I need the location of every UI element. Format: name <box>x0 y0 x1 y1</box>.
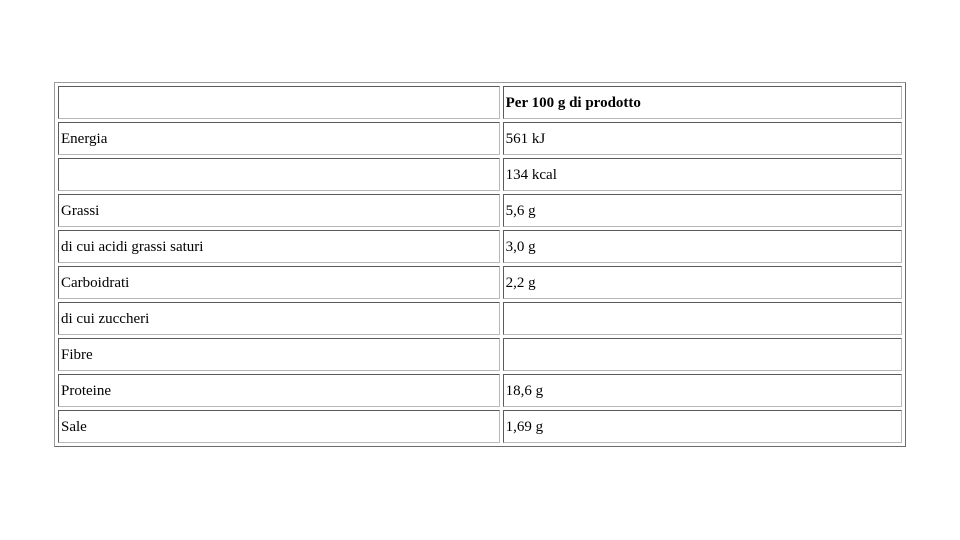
row-label: di cui acidi grassi saturi <box>58 230 500 263</box>
nutrition-table <box>54 82 906 447</box>
row-label: Carboidrati <box>58 266 500 299</box>
row-label: Fibre <box>58 338 500 371</box>
row-value: 3,0 g <box>503 230 902 263</box>
row-value: 134 kcal <box>503 158 902 191</box>
row-label: Grassi <box>58 194 500 227</box>
table-row-carboidrati <box>58 266 902 299</box>
table-row-proteine <box>58 374 902 407</box>
header-value-cell: Per 100 g di prodotto <box>503 86 902 119</box>
row-label: Proteine <box>58 374 500 407</box>
row-label: di cui zuccheri <box>58 302 500 335</box>
table-row-zuccheri <box>58 302 902 335</box>
row-label: Sale <box>58 410 500 443</box>
row-value: 561 kJ <box>503 122 902 155</box>
row-value: 2,2 g <box>503 266 902 299</box>
table-row-energia-kj <box>58 122 902 155</box>
table-header-row <box>58 86 902 119</box>
table-row-grassi <box>58 194 902 227</box>
header-label-cell <box>58 86 500 119</box>
row-label <box>58 158 500 191</box>
table-row-acidi-grassi-saturi <box>58 230 902 263</box>
table-row-sale <box>58 410 902 443</box>
row-value <box>503 302 902 335</box>
row-value: 18,6 g <box>503 374 902 407</box>
row-value: 1,69 g <box>503 410 902 443</box>
table-row-fibre <box>58 338 902 371</box>
row-value: 5,6 g <box>503 194 902 227</box>
row-label: Energia <box>58 122 500 155</box>
table-row-energia-kcal <box>58 158 902 191</box>
row-value <box>503 338 902 371</box>
